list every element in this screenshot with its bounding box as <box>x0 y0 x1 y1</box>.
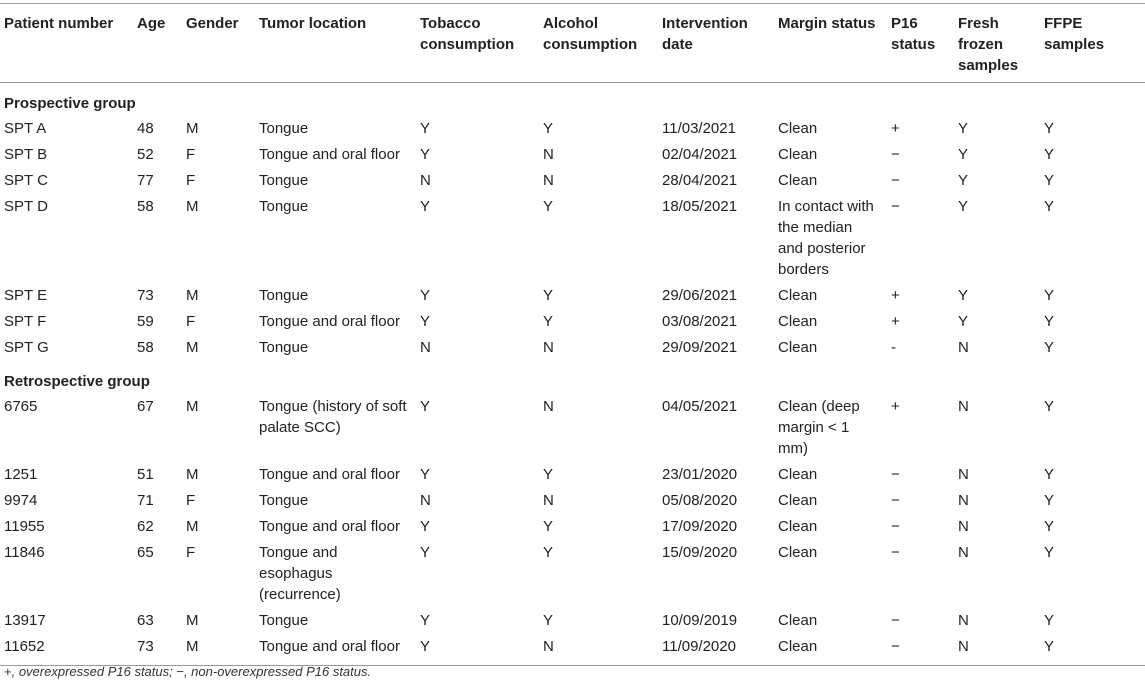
patient-number-cell: SPT C <box>4 172 48 189</box>
ffpe-cell: Y <box>1044 287 1055 304</box>
tumor-location-cell: Tongue and oral floor <box>259 146 400 163</box>
col-header-patient-number: Patient number <box>4 15 114 32</box>
patient-number-cell: 1251 <box>4 465 38 483</box>
tobacco-cell: Y <box>420 120 431 137</box>
ffpe-cell: Y <box>1044 611 1055 629</box>
ffpe-cell: Y <box>1044 146 1055 163</box>
fresh-frozen-cell: N <box>958 465 969 483</box>
fresh-frozen-cell: Y <box>958 120 969 137</box>
tobacco-cell: Y <box>420 637 431 655</box>
table-row <box>0 168 1145 194</box>
patient-number-cell: 6765 <box>4 397 38 415</box>
tumor-location-cell: Tongue and oral floor <box>259 313 400 330</box>
tobacco-cell: Y <box>420 465 431 483</box>
ffpe-cell: Y <box>1044 491 1055 509</box>
alcohol-cell: Y <box>543 543 554 561</box>
age-cell: 59 <box>137 313 154 330</box>
alcohol-cell: N <box>543 491 554 509</box>
alcohol-cell: N <box>543 637 554 655</box>
alcohol-cell: Y <box>543 313 554 330</box>
fresh-frozen-cell: Y <box>958 172 969 189</box>
margin-status-cell: Clean <box>778 491 818 509</box>
age-cell: 73 <box>137 287 154 304</box>
patient-number-cell: SPT F <box>4 313 47 330</box>
p16-status-cell: − <box>891 465 900 483</box>
table-footnote <box>4 664 371 679</box>
gender-cell: M <box>186 465 199 483</box>
tobacco-cell: Y <box>420 313 431 330</box>
minus-symbol: − <box>176 664 184 679</box>
plus-explanation: , overexpressed P16 status; <box>11 664 177 679</box>
intervention-date-cell: 17/09/2020 <box>662 517 738 535</box>
p16-status-cell: + <box>891 313 900 330</box>
col-header-tobacco: Tobacco consumption <box>420 15 515 53</box>
margin-status-cell: Clean <box>778 313 818 330</box>
age-cell: 58 <box>137 198 154 215</box>
age-cell: 48 <box>137 120 154 137</box>
fresh-frozen-cell: N <box>958 637 969 655</box>
ffpe-cell: Y <box>1044 465 1055 483</box>
minus-explanation: , non-overexpressed P16 status. <box>183 664 372 679</box>
gender-cell: M <box>186 397 199 415</box>
margin-status-cell: Clean <box>778 543 818 561</box>
gender-cell: M <box>186 339 199 356</box>
col-header-tumor-location: Tumor location <box>259 15 367 32</box>
table-row <box>0 142 1145 168</box>
age-cell: 73 <box>137 637 154 655</box>
table-row <box>0 309 1145 335</box>
margin-status-cell: Clean <box>778 465 818 483</box>
fresh-frozen-cell: N <box>958 543 969 561</box>
margin-status-cell: Clean <box>778 339 818 356</box>
ffpe-cell: Y <box>1044 543 1055 561</box>
patient-number-cell: SPT B <box>4 146 48 163</box>
fresh-frozen-cell: Y <box>958 313 969 330</box>
intervention-date-cell: 05/08/2020 <box>662 491 738 509</box>
col-header-margin-status: Margin status <box>778 15 876 32</box>
gender-cell: F <box>186 313 196 330</box>
p16-status-cell: - <box>891 339 896 356</box>
ffpe-cell: Y <box>1044 198 1055 215</box>
tobacco-cell: N <box>420 172 431 189</box>
intervention-date-cell: 23/01/2020 <box>662 465 738 483</box>
table-body <box>0 83 1145 666</box>
p16-status-cell: + <box>891 120 900 137</box>
age-cell: 65 <box>137 543 154 561</box>
tumor-location-cell: Tongue and oral floor <box>259 465 400 483</box>
patient-number-cell: SPT G <box>4 339 49 356</box>
tumor-location-cell: Tongue <box>259 491 309 509</box>
intervention-date-cell: 03/08/2021 <box>662 313 738 330</box>
gender-cell: M <box>186 637 199 655</box>
ffpe-cell: Y <box>1044 313 1055 330</box>
table-row <box>0 461 1145 487</box>
ffpe-cell: Y <box>1044 120 1055 137</box>
tumor-location-cell: Tongue (history of soft palate SCC) <box>259 397 407 436</box>
ffpe-cell: Y <box>1044 637 1055 655</box>
patient-number-cell: 11652 <box>4 637 45 655</box>
tobacco-cell: Y <box>420 611 431 629</box>
table-row <box>0 335 1145 361</box>
table-row <box>0 487 1145 513</box>
col-header-gender: Gender <box>186 15 239 32</box>
age-cell: 51 <box>137 465 154 483</box>
gender-cell: M <box>186 287 199 304</box>
header-row <box>0 4 1145 83</box>
intervention-date-cell: 18/05/2021 <box>662 198 738 215</box>
p16-status-cell: − <box>891 543 900 561</box>
col-header-p16-status: P16 status <box>891 15 936 53</box>
tumor-location-cell: Tongue <box>259 172 309 189</box>
intervention-date-cell: 28/04/2021 <box>662 172 738 189</box>
table-row <box>0 633 1145 665</box>
intervention-date-cell: 29/06/2021 <box>662 287 738 304</box>
intervention-date-cell: 10/09/2019 <box>662 611 738 629</box>
tobacco-cell: Y <box>420 397 431 415</box>
p16-status-cell: − <box>891 172 900 189</box>
patient-number-cell: SPT D <box>4 198 48 215</box>
alcohol-cell: N <box>543 397 554 415</box>
table-row <box>0 394 1145 462</box>
age-cell: 52 <box>137 146 154 163</box>
col-header-age: Age <box>137 15 166 32</box>
alcohol-cell: N <box>543 339 554 356</box>
tumor-location-cell: Tongue and oral floor <box>259 517 400 535</box>
p16-status-cell: − <box>891 637 900 655</box>
p16-status-cell: + <box>891 397 900 415</box>
ffpe-cell: Y <box>1044 397 1055 415</box>
tumor-location-cell: Tongue and esophagus (recurrence) <box>259 543 341 603</box>
fresh-frozen-cell: N <box>958 517 969 535</box>
alcohol-cell: Y <box>543 287 554 304</box>
gender-cell: M <box>186 611 199 629</box>
group-label: Retrospective group <box>4 372 150 390</box>
fresh-frozen-cell: Y <box>958 198 969 215</box>
age-cell: 62 <box>137 517 154 535</box>
col-header-intervention-date: Intervention date <box>662 15 748 53</box>
tobacco-cell: Y <box>420 198 431 215</box>
age-cell: 67 <box>137 397 154 415</box>
ffpe-cell: Y <box>1044 339 1055 356</box>
gender-cell: F <box>186 491 196 509</box>
margin-status-cell: Clean (deep margin < 1 mm) <box>778 397 860 457</box>
patient-number-cell: 9974 <box>4 491 38 509</box>
margin-status-cell: Clean <box>778 637 818 655</box>
fresh-frozen-cell: N <box>958 397 969 415</box>
ffpe-cell: Y <box>1044 172 1055 189</box>
intervention-date-cell: 11/09/2020 <box>662 637 736 655</box>
age-cell: 58 <box>137 339 154 356</box>
intervention-date-cell: 02/04/2021 <box>662 146 738 163</box>
gender-cell: F <box>186 172 196 189</box>
patient-number-cell: SPT E <box>4 287 48 304</box>
age-cell: 63 <box>137 611 154 629</box>
tobacco-cell: N <box>420 339 431 356</box>
age-cell: 77 <box>137 172 154 189</box>
alcohol-cell: Y <box>543 198 554 215</box>
margin-status-cell: Clean <box>778 172 818 189</box>
group-header-row <box>0 361 1145 394</box>
tumor-location-cell: Tongue <box>259 611 309 629</box>
p16-status-cell: − <box>891 491 900 509</box>
tumor-location-cell: Tongue <box>259 339 309 356</box>
alcohol-cell: N <box>543 172 554 189</box>
fresh-frozen-cell: Y <box>958 146 969 163</box>
fresh-frozen-cell: N <box>958 491 969 509</box>
p16-status-cell: − <box>891 517 900 535</box>
tobacco-cell: Y <box>420 287 431 304</box>
gender-cell: F <box>186 543 196 561</box>
intervention-date-cell: 11/03/2021 <box>662 120 736 137</box>
intervention-date-cell: 04/05/2021 <box>662 397 738 415</box>
col-header-alcohol: Alcohol consumption <box>543 15 638 53</box>
age-cell: 71 <box>137 491 154 509</box>
tumor-location-cell: Tongue <box>259 120 309 137</box>
patient-table <box>0 3 1145 666</box>
margin-status-cell: Clean <box>778 611 818 629</box>
fresh-frozen-cell: Y <box>958 287 969 304</box>
tumor-location-cell: Tongue <box>259 287 309 304</box>
alcohol-cell: Y <box>543 465 554 483</box>
table-row <box>0 116 1145 142</box>
ffpe-cell: Y <box>1044 517 1055 535</box>
tobacco-cell: Y <box>420 517 431 535</box>
table-row <box>0 607 1145 633</box>
fresh-frozen-cell: N <box>958 339 969 356</box>
patient-number-cell: SPT A <box>4 120 47 137</box>
fresh-frozen-cell: N <box>958 611 969 629</box>
p16-status-cell: + <box>891 287 900 304</box>
margin-status-cell: Clean <box>778 120 818 137</box>
tumor-location-cell: Tongue and oral floor <box>259 637 400 655</box>
group-label: Prospective group <box>4 95 136 112</box>
margin-status-cell: Clean <box>778 287 818 304</box>
intervention-date-cell: 29/09/2021 <box>662 339 738 356</box>
col-header-fresh-frozen: Fresh frozen samples <box>958 15 1019 74</box>
table-row <box>0 283 1145 309</box>
alcohol-cell: Y <box>543 120 554 137</box>
tobacco-cell: Y <box>420 543 431 561</box>
tumor-location-cell: Tongue <box>259 198 309 215</box>
table-row <box>0 513 1145 539</box>
margin-status-cell: In contact with the median and posterior borders <box>778 198 874 278</box>
p16-status-cell: − <box>891 198 900 215</box>
table-row <box>0 539 1145 607</box>
gender-cell: F <box>186 146 196 163</box>
tobacco-cell: N <box>420 491 431 509</box>
col-header-ffpe: FFPE samples <box>1044 15 1105 53</box>
p16-status-cell: − <box>891 611 900 629</box>
alcohol-cell: N <box>543 146 554 163</box>
gender-cell: M <box>186 198 199 215</box>
gender-cell: M <box>186 517 199 535</box>
margin-status-cell: Clean <box>778 146 818 163</box>
patient-number-cell: 11846 <box>4 543 45 561</box>
gender-cell: M <box>186 120 199 137</box>
group-header-row <box>0 83 1145 117</box>
margin-status-cell: Clean <box>778 517 818 535</box>
patient-number-cell: 11955 <box>4 517 45 535</box>
p16-status-cell: − <box>891 146 900 163</box>
tobacco-cell: Y <box>420 146 431 163</box>
table-row <box>0 194 1145 283</box>
alcohol-cell: Y <box>543 517 554 535</box>
patient-number-cell: 13917 <box>4 611 46 629</box>
alcohol-cell: Y <box>543 611 554 629</box>
intervention-date-cell: 15/09/2020 <box>662 543 738 561</box>
plus-symbol: + <box>4 664 12 679</box>
